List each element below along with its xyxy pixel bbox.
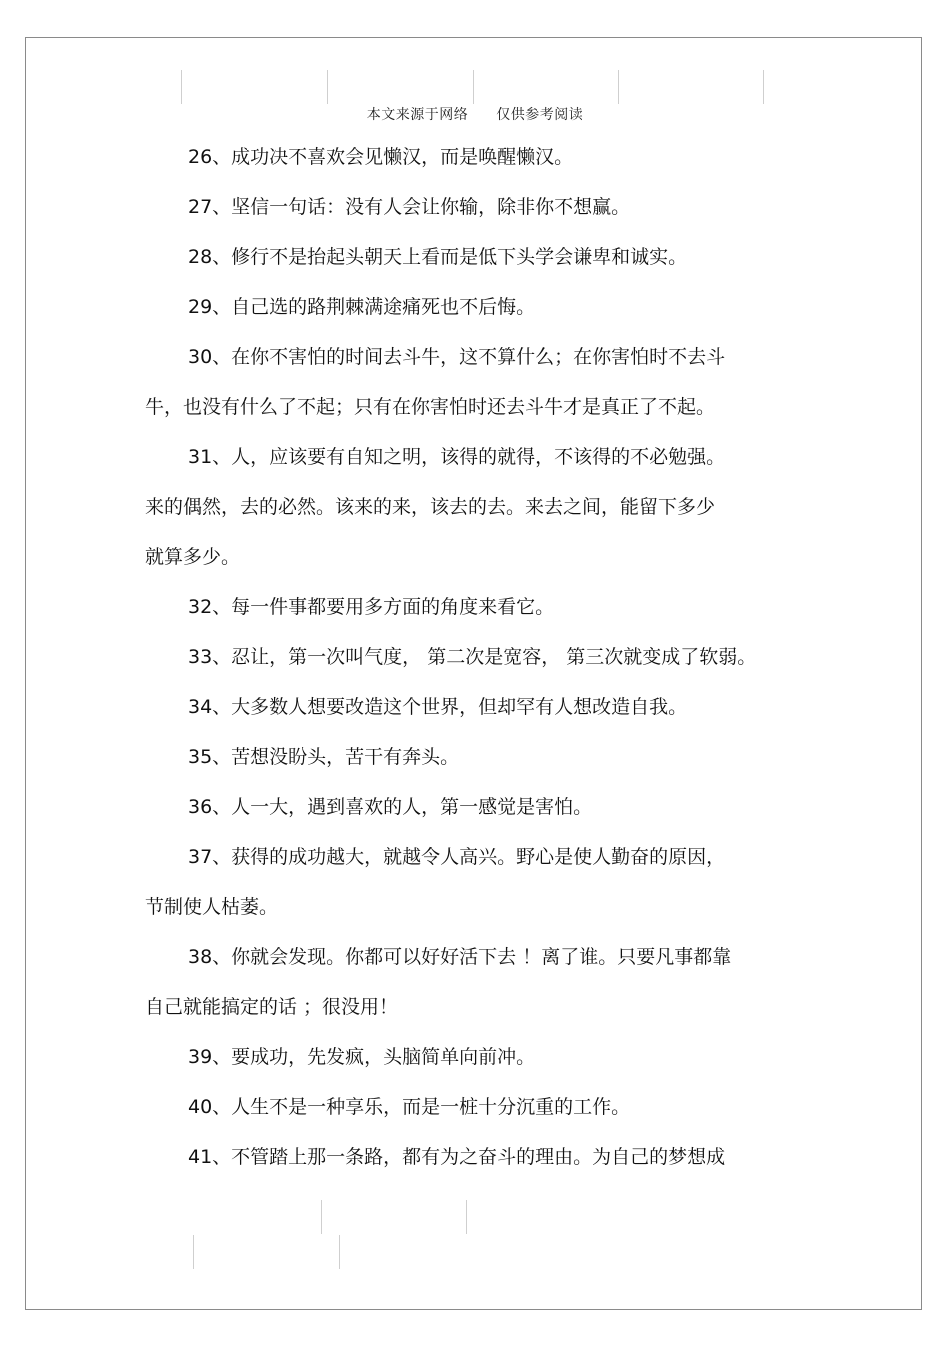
divider-mark: [193, 1235, 194, 1269]
text-line: 自己就能搞定的话 ；很没用！: [145, 996, 399, 1018]
text-line: 33、忍让，第一次叫气度， 第二次是宽容， 第三次就变成了软弱。: [188, 646, 757, 668]
text-line: 38、你就会发现。你都可以好好活下去 ！离了谁。只要凡事都靠: [188, 946, 732, 968]
divider-mark: [473, 70, 474, 104]
source-note: 本文来源于网络: [366, 107, 469, 123]
text-line: 28、修行不是抬起头朝天上看而是低下头学会谦卑和诚实。: [188, 246, 688, 268]
divider-mark: [321, 1200, 322, 1234]
text-line: 31、人，应该要有自知之明，该得的就得，不该得的不必勉强。: [188, 446, 726, 468]
text-line: 37、获得的成功越大，就越令人高兴。野心是使人勤奋的原因，: [188, 846, 726, 868]
text-line: 节制使人枯萎。: [145, 896, 279, 918]
text-line: 32、每一件事都要用多方面的角度来看它。: [188, 596, 555, 618]
text-line: 39、要成功，先发疯，头脑简单向前冲。: [188, 1046, 536, 1068]
divider-mark: [339, 1235, 340, 1269]
text-line: 34、大多数人想要改造这个世界，但却罕有人想改造自我。: [188, 696, 688, 718]
divider-mark: [763, 70, 764, 104]
text-line: 就算多少。: [145, 546, 241, 568]
text-line: 29、自己选的路荆棘满途痛死也不后悔。: [188, 296, 536, 318]
divider-mark: [327, 70, 328, 104]
text-line: 来的偶然，去的必然。该来的来，该去的去。来去之间，能留下多少: [145, 496, 716, 518]
page-header: [0, 104, 950, 124]
text-line: 36、人一大，遇到喜欢的人，第一感觉是害怕。: [188, 796, 593, 818]
text-line: 27、坚信一句话：没有人会让你输，除非你不想赢。: [188, 196, 631, 218]
divider-mark: [181, 70, 182, 104]
document-body: [145, 132, 795, 1182]
text-line: 26、成功决不喜欢会见懒汉，而是唤醒懒汉。: [188, 146, 574, 168]
text-line: 35、苦想没盼头，苦干有奔头。: [188, 746, 460, 768]
text-line: 30、在你不害怕的时间去斗牛，这不算什么；在你害怕时不去斗: [188, 346, 726, 368]
divider-mark: [466, 1200, 467, 1234]
text-line: 41、不管踏上那一条路，都有为之奋斗的理由。为自己的梦想成: [188, 1146, 726, 1168]
text-line: 40、人生不是一种享乐，而是一桩十分沉重的工作。: [188, 1096, 631, 1118]
text-line: 牛，也没有什么了不起；只有在你害怕时还去斗牛才是真正了不起。: [145, 396, 716, 418]
divider-mark: [618, 70, 619, 104]
reference-note: 仅供参考阅读: [496, 107, 584, 123]
